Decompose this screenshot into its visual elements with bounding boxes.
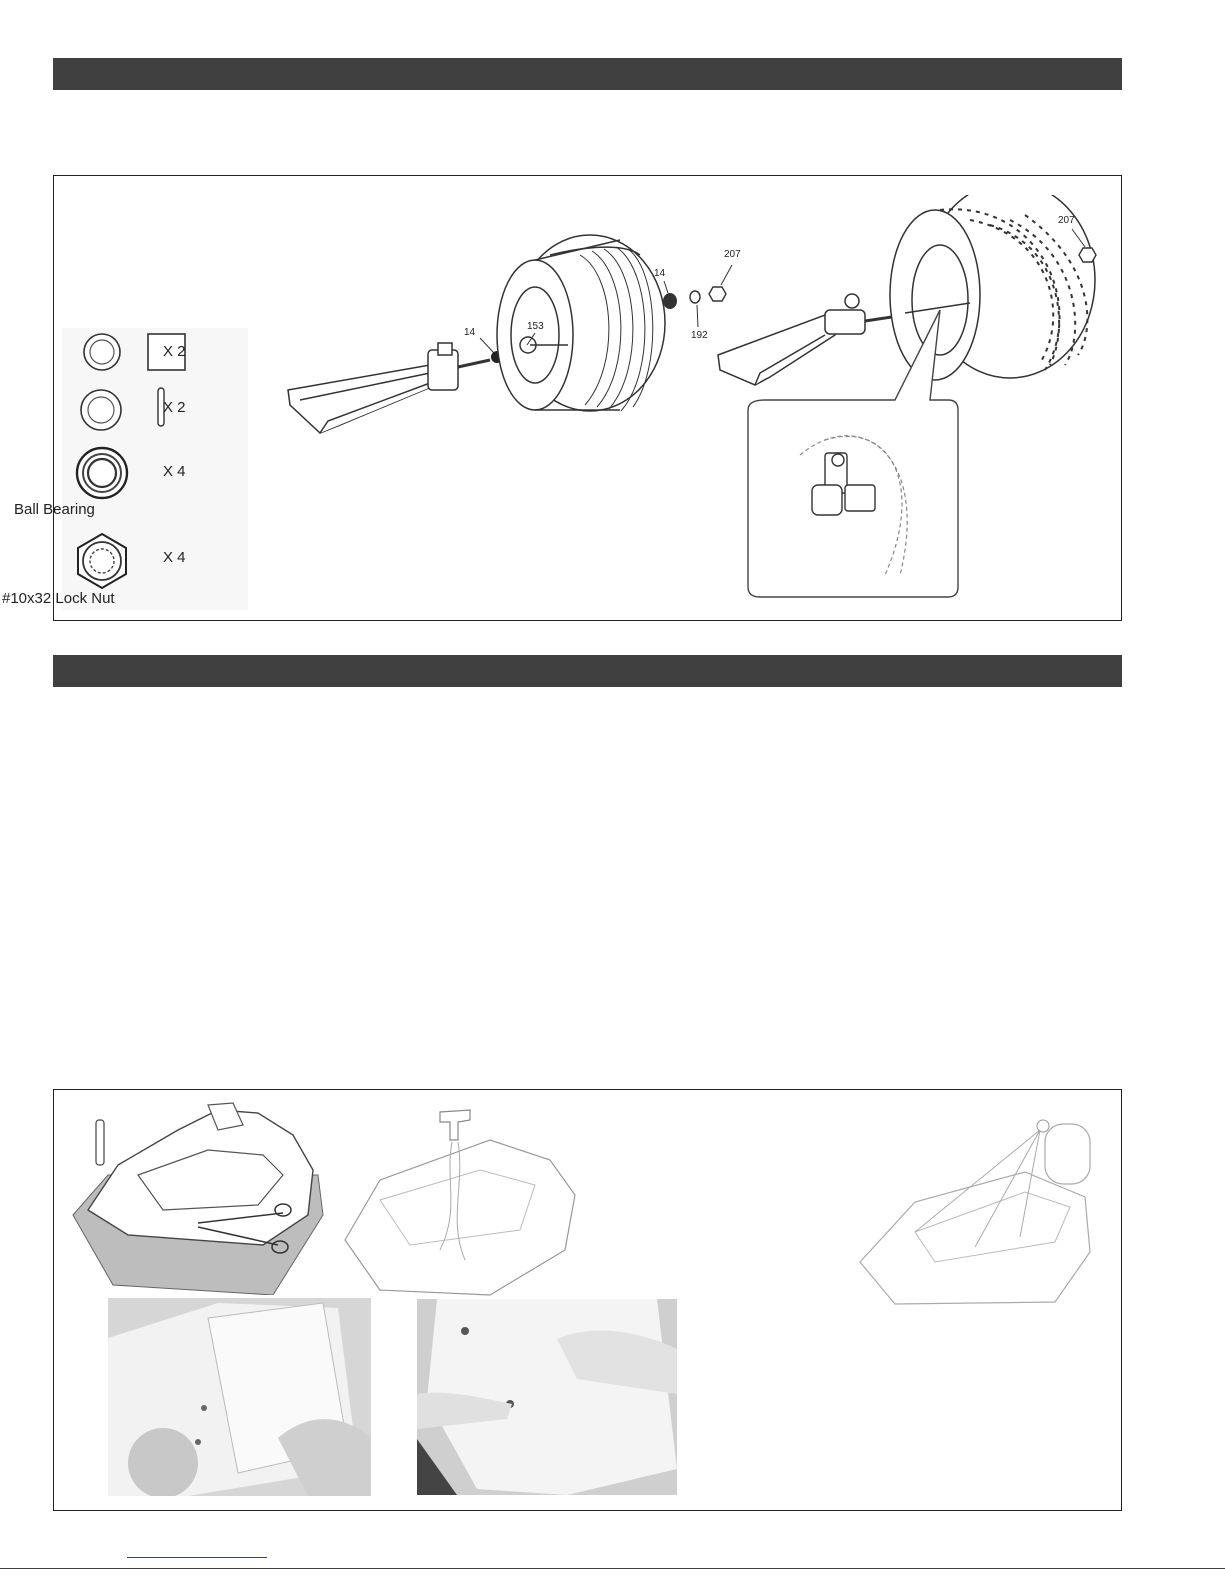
footer-rule (0, 1568, 1225, 1569)
lock-nut-icon (72, 532, 132, 590)
rear-suspension-arm (718, 294, 898, 385)
wheel-assembly-drawing (280, 195, 1110, 610)
lock-nut-dot (1079, 248, 1096, 262)
callout-number: 207 (724, 249, 741, 260)
ball-bearing-icon (72, 446, 132, 500)
callout-number: 14 (464, 327, 476, 338)
front-hub-carrier (428, 343, 490, 390)
body-washing-illustration (340, 1100, 580, 1296)
footer-link-underline[interactable] (127, 1557, 267, 1558)
washer-dot (690, 291, 700, 303)
body-trimming-photo (108, 1298, 371, 1496)
callout-number: 207 (1058, 215, 1075, 226)
part-caption: #10x32 Lock Nut (2, 590, 115, 607)
part-caption: Ball Bearing (14, 501, 95, 518)
front-tire (497, 235, 665, 411)
lock-nut-dot (709, 287, 726, 301)
quantity-label: X 2 (163, 399, 186, 416)
callout-number: 14 (654, 268, 666, 279)
body-painting-illustration (855, 1112, 1100, 1307)
section-header-bar (53, 655, 1122, 687)
quantity-label: X 2 (163, 343, 186, 360)
body-mounting-photo (417, 1299, 677, 1495)
callout-number: 153 (527, 321, 544, 332)
washer-icon (78, 331, 126, 373)
quantity-label: X 4 (163, 463, 186, 480)
section-header-bar (53, 58, 1122, 90)
bearing-dot (663, 293, 677, 309)
callout-number: 192 (691, 330, 708, 341)
washer-icon (76, 387, 126, 433)
quantity-label: X 4 (163, 549, 186, 566)
body-trimming-illustration (68, 1095, 328, 1295)
